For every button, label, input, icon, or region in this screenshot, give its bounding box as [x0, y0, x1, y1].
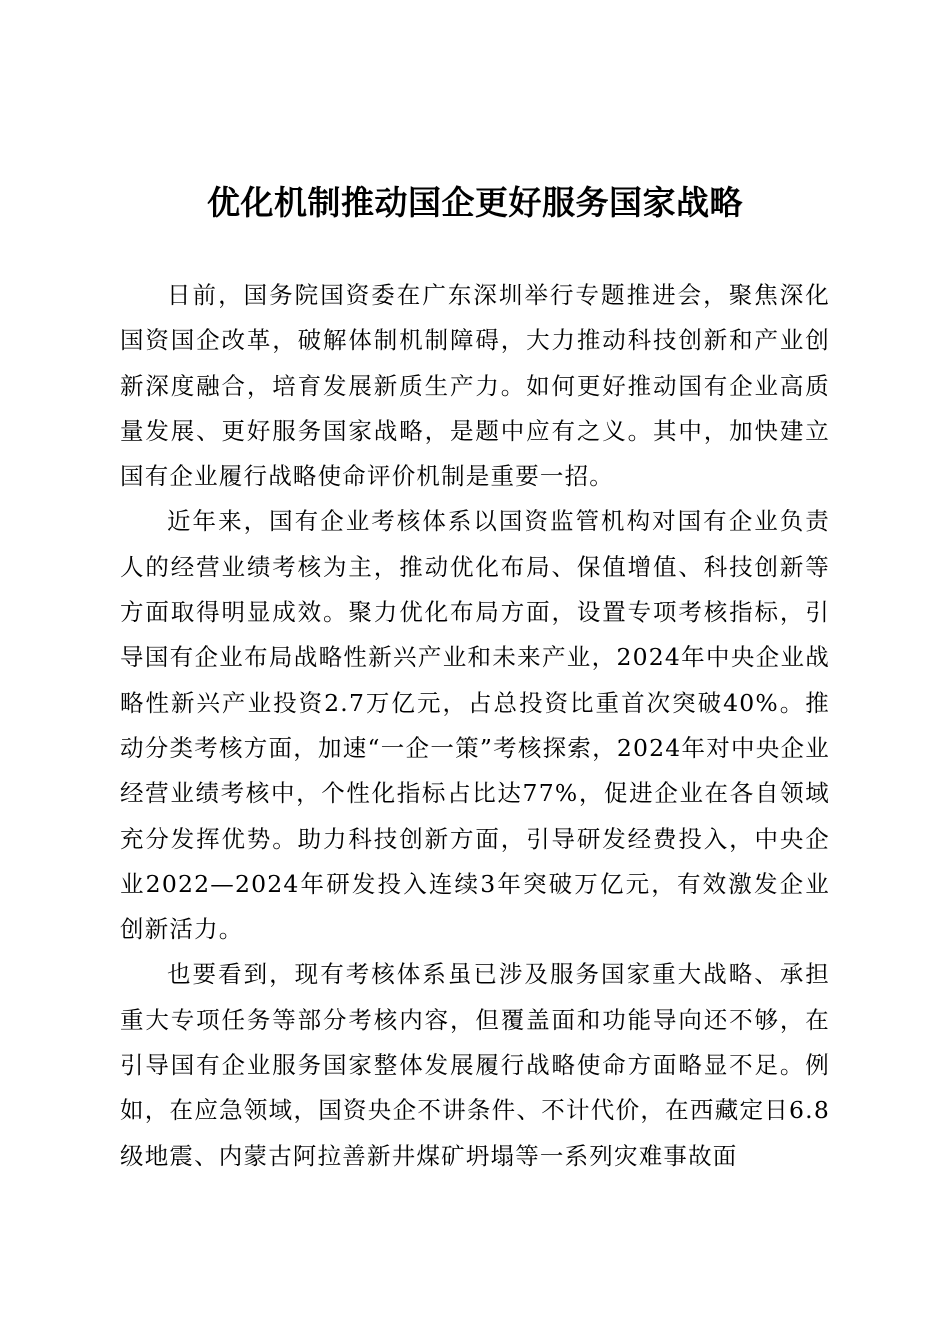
document-title: 优化机制推动国企更好服务国家战略 — [207, 183, 743, 222]
paragraph: 近年来，国有企业考核体系以国资监管机构对国有企业负责人的经营业绩考核为主，推动优化布局、保值增值、科技创新等方面取得明显成效。聚力优化布局方面，设置专项考核指标，引导国有企业布局战略性新兴产业和未来产业，2024年中央企业战略性新兴产业投资2.7万亿元，占总投资比重首次突破40%。推动分类考核方面，加速“一企一策”考核探索，2024年对中央企业经营业绩考核中，个性化指标占比达77%，促进企业在各自领域充分发挥优势。助力科技创新方面，引导研发经费投入，中央企业2022—2024年研发投入连续3年突破万亿元，有效激发企业创新活力。 — [120, 507, 830, 944]
paragraph: 也要看到，现有考核体系虽已涉及服务国家重大战略、承担重大专项任务等部分考核内容，但覆盖面和功能导向还不够，在引导国有企业服务国家整体发展履行战略使命方面略显不足。例如，在应急领域，国资央企不讲条件、不计代价，在西藏定日6.8级地震、内蒙古阿拉善新井煤矿坍塌等一系列灾难事故面 — [120, 960, 830, 1170]
paragraph: 日前，国务院国资委在广东深圳举行专题推进会，聚焦深化国资国企改革，破解体制机制障碍，大力推动科技创新和产业创新深度融合，培育发展新质生产力。如何更好推动国有企业高质量发展、更好服务国家战略，是题中应有之义。其中，加快建立国有企业履行战略使命评价机制是重要一招。 — [120, 281, 830, 491]
document-body — [120, 273, 830, 1179]
